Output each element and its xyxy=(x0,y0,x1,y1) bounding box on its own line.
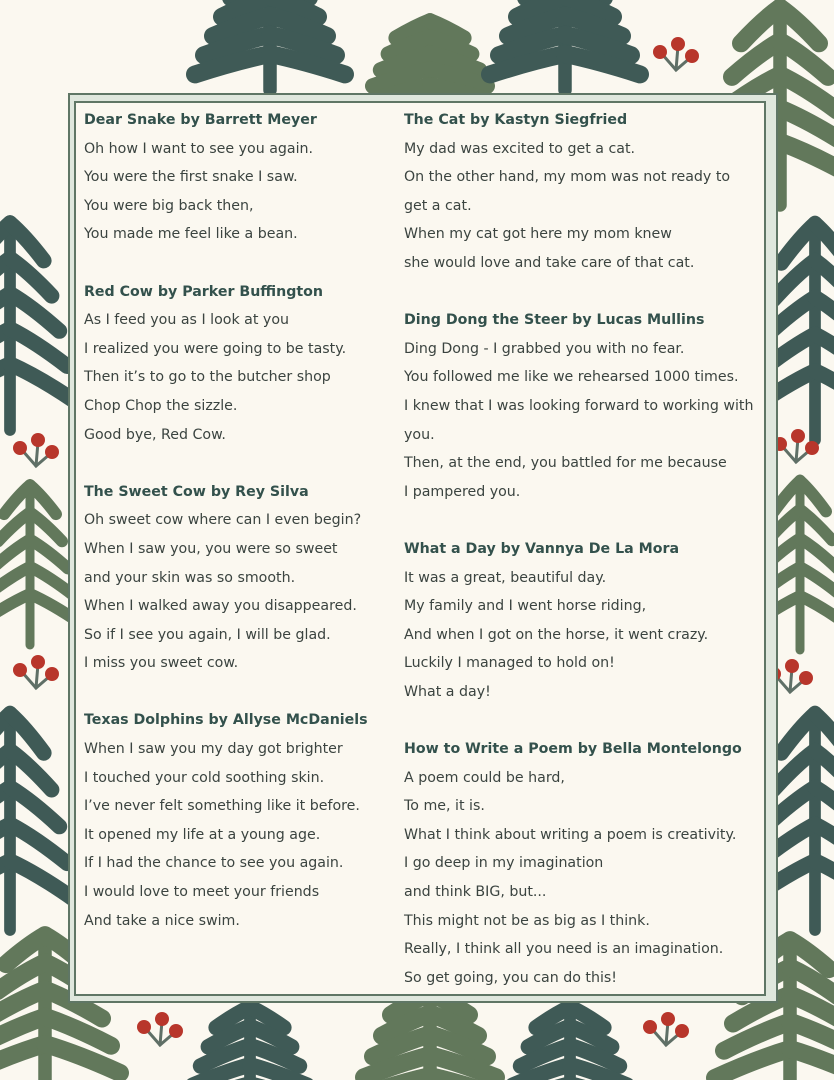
pine-tree-icon xyxy=(0,712,75,931)
holly-berry-icon xyxy=(13,655,59,688)
poem-line: I would love to meet your friends xyxy=(84,884,320,901)
poem-line: I knew that I was looking forward to working with xyxy=(404,397,754,414)
holly-berry-icon xyxy=(137,1012,183,1045)
poem-line: Ding Dong - I grabbed you with no fear. xyxy=(404,340,685,357)
holly-berry-icon xyxy=(13,433,59,466)
poem-line: What I think about writing a poem is creativity. xyxy=(404,826,737,843)
poem-line: and think BIG, but... xyxy=(404,884,547,901)
poem-line: you. xyxy=(404,426,435,443)
poem-title: Dear Snake by Barrett Meyer xyxy=(84,112,317,128)
poem-title: The Sweet Cow by Rey Silva xyxy=(84,483,309,500)
poem-line: When I walked away you disappeared. xyxy=(84,598,357,615)
poem-line: Then it’s to go to the butcher shop xyxy=(84,369,331,386)
poem-line: I go deep in my imagination xyxy=(404,855,604,872)
poem-line: You made me feel like a bean. xyxy=(84,226,298,243)
poem-line: When my cat got here my mom knew xyxy=(404,226,672,243)
poem-line: I touched your cold soothing skin. xyxy=(84,769,325,786)
poem-line: I miss you sweet cow. xyxy=(84,655,239,672)
pine-tree-icon xyxy=(185,1006,315,1080)
poem-title: What a Day by Vannya De La Mora xyxy=(404,540,680,557)
poem-line: So if I see you again, I will be glad. xyxy=(84,626,331,643)
poem-line: And take a nice swim. xyxy=(84,912,240,929)
poem-title: How to Write a Poem by Bella Montelongo xyxy=(404,741,742,758)
poem-line: I pampered you. xyxy=(404,483,521,500)
poem-line: What a day! xyxy=(404,683,491,700)
poem-line: When I saw you, you were so sweet xyxy=(84,540,338,557)
poem-title: The Cat by Kastyn Siegfried xyxy=(404,112,628,128)
holly-berry-icon xyxy=(653,37,699,70)
poem-line: To me, it is. xyxy=(404,798,485,815)
poem-line: You followed me like we rehearsed 1000 times. xyxy=(404,369,739,386)
poem-ding-dong xyxy=(404,306,784,506)
poem-line: I realized you were going to be tasty. xyxy=(84,340,347,357)
poem-line: My family and I went horse riding, xyxy=(404,598,647,615)
poem-line: and your skin was so smooth. xyxy=(84,569,296,586)
poem-line: On the other hand, my mom was not ready to xyxy=(404,169,731,186)
poem-line: You were big back then, xyxy=(84,197,254,214)
poem-line: she would love and take care of that cat. xyxy=(404,254,695,271)
poem-line: So get going, you can do this! xyxy=(404,969,617,986)
poem-column-right xyxy=(404,106,784,1021)
poem-line: My dad was excited to get a cat. xyxy=(404,140,636,157)
poem-line: When I saw you my day got brighter xyxy=(84,741,343,758)
poem-line: If I had the chance to see you again. xyxy=(84,855,344,872)
poem-what-a-day xyxy=(404,535,784,707)
poem-how-to-write xyxy=(404,735,784,992)
poem-line: A poem could be hard, xyxy=(404,769,565,786)
poem-line: Luckily I managed to hold on! xyxy=(404,655,615,672)
poem-line: Oh sweet cow where can I even begin? xyxy=(84,512,362,529)
poem-line: It was a great, beautiful day. xyxy=(404,569,607,586)
poem-title: Texas Dolphins by Allyse McDaniels xyxy=(84,712,368,729)
poem-title: Red Cow by Parker Buffington xyxy=(84,283,324,300)
poem-line: Chop Chop the sizzle. xyxy=(84,397,238,414)
poem-line: Oh how I want to see you again. xyxy=(84,140,314,157)
poem-line: get a cat. xyxy=(404,197,472,214)
pine-tree-icon xyxy=(195,0,345,90)
pine-tree-icon xyxy=(490,0,640,90)
poem-the-cat xyxy=(404,106,784,278)
poem-line: And when I got on the horse, it went crazy. xyxy=(404,626,709,643)
poem-line: This might not be as big as I think. xyxy=(404,912,650,929)
poem-line: As I feed you as I look at you xyxy=(84,312,289,329)
poem-title: Ding Dong the Steer by Lucas Mullins xyxy=(404,312,705,329)
poem-line: Then, at the end, you battled for me because xyxy=(404,455,727,472)
poem-line: It opened my life at a young age. xyxy=(84,826,321,843)
poem-line: Good bye, Red Cow. xyxy=(84,426,226,443)
poem-line: I’ve never felt something like it before. xyxy=(84,798,360,815)
poem-line: Really, I think all you need is an imagination. xyxy=(404,941,724,958)
poem-line: You were the first snake I saw. xyxy=(84,169,298,186)
pine-tree-icon xyxy=(0,221,75,430)
